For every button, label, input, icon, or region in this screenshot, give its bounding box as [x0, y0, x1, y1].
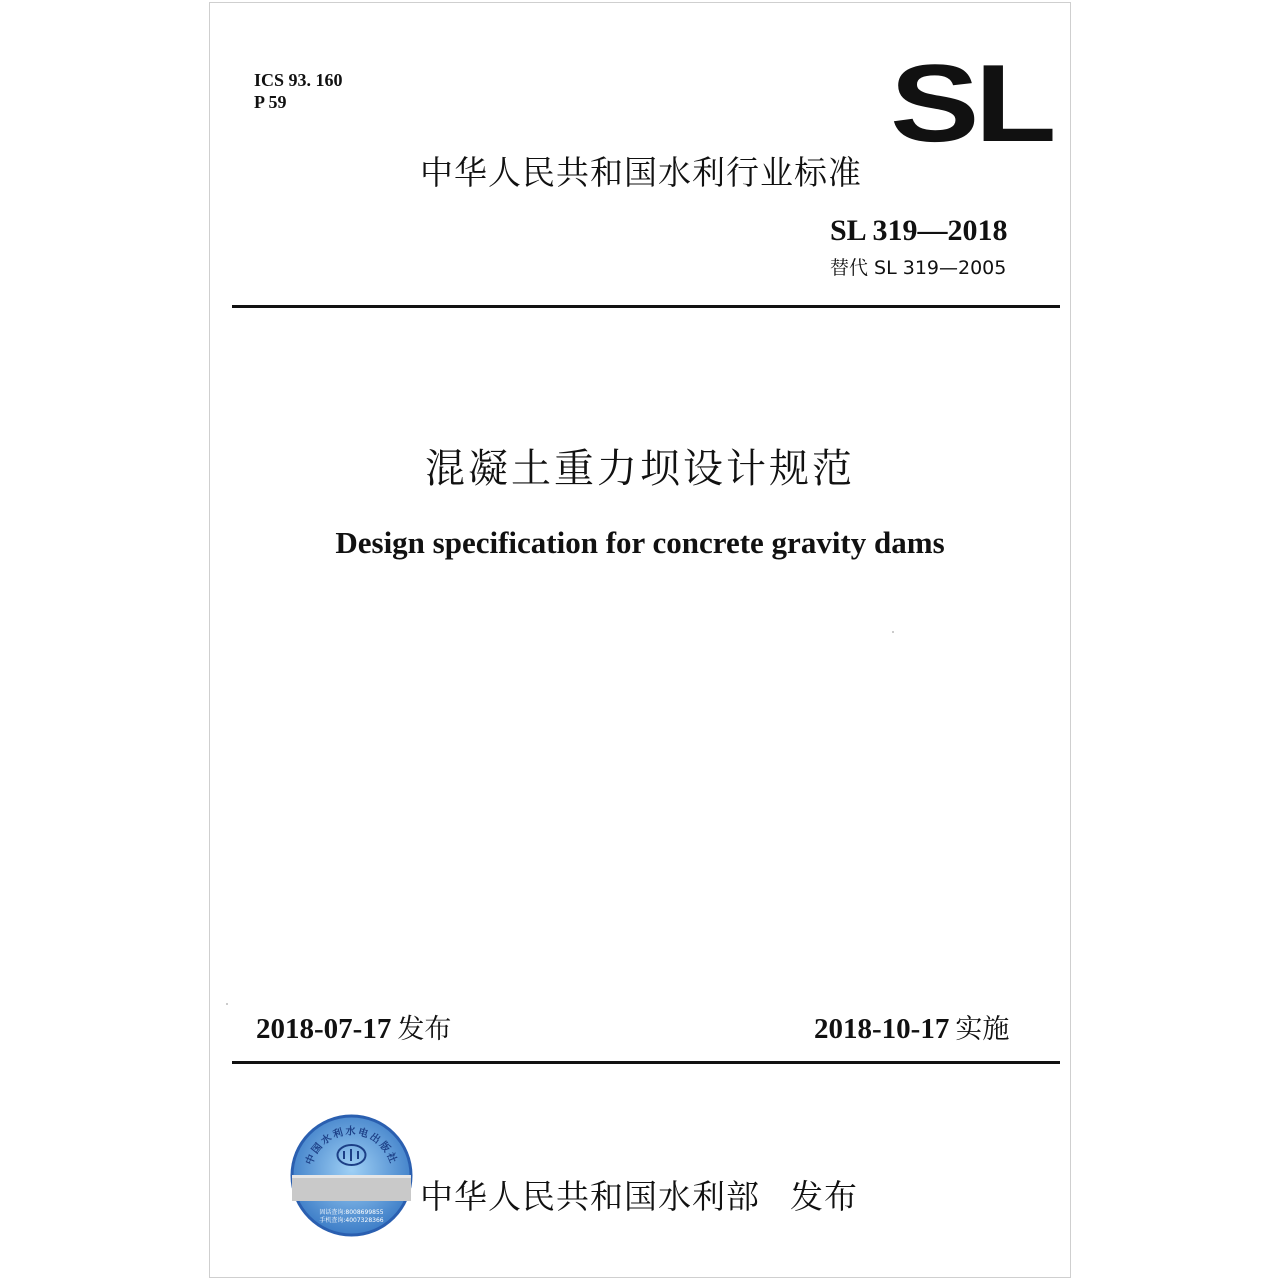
anti-counterfeit-seal: [289, 1113, 414, 1238]
issue-date: 2018-07-17: [256, 1013, 392, 1045]
bottom-rule: [232, 1061, 1060, 1064]
effective-date: 2018-10-17: [814, 1013, 950, 1045]
class-code: P 59: [254, 92, 287, 112]
issue-date-line: [256, 1011, 451, 1048]
issue-label: 发布: [397, 1014, 452, 1045]
ics-code: ICS 93. 160: [254, 70, 343, 90]
paper-speck: [226, 1003, 228, 1005]
paper-speck: [892, 631, 894, 633]
seal-phone-line-2: 手机查询:4007328366: [319, 1217, 384, 1224]
seal-phone-line-1: 固话查询:8008699855: [319, 1209, 384, 1216]
standard-number: SL 319—2018: [830, 214, 1008, 247]
standard-cover: [209, 2, 1071, 1278]
sl-logo: SL: [890, 42, 1052, 165]
title-chinese: 混凝土重力坝设计规范: [425, 446, 855, 492]
publisher-line: [420, 1175, 858, 1219]
seal-arc-text: 中国水利水电出版社: [304, 1126, 399, 1167]
effective-date-line: [814, 1011, 1009, 1048]
seal-hologram-band: [292, 1175, 411, 1201]
classification-codes: [254, 69, 343, 113]
top-rule: [232, 305, 1060, 308]
title-english: Design specification for concrete gravity dams: [335, 525, 945, 560]
replaces-standard: 替代 SL 319—2005: [830, 257, 1007, 279]
industry-standard-heading: 中华人民共和国水利行业标准: [420, 153, 862, 192]
publisher-name: 中华人民共和国水利部: [420, 1177, 760, 1216]
effective-label: 实施: [955, 1014, 1010, 1045]
publisher-action: 发布: [790, 1177, 858, 1216]
